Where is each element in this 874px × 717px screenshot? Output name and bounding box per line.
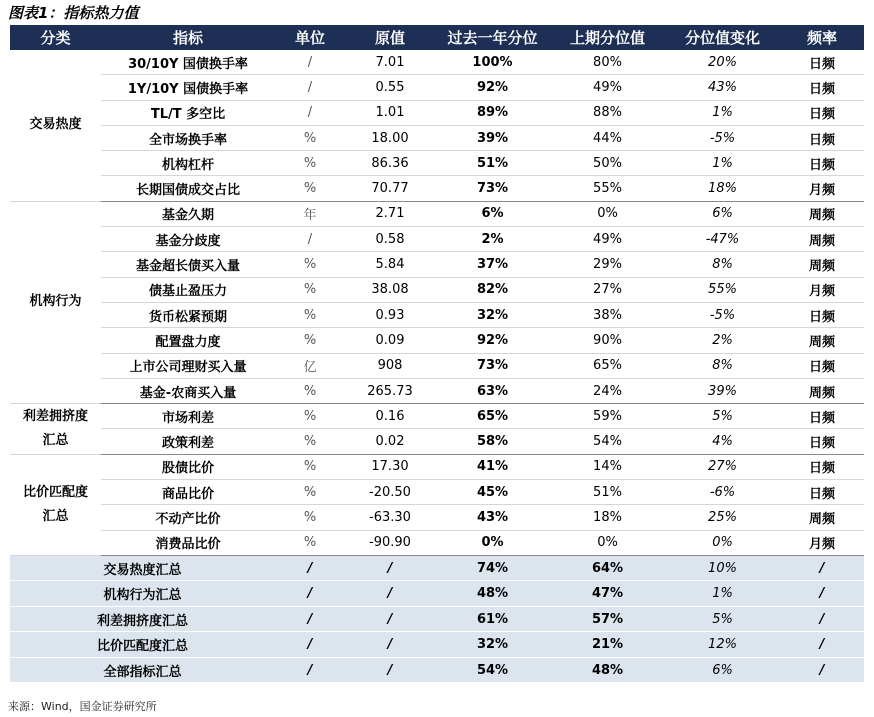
percentile-1y: 58%: [435, 429, 550, 454]
summary-value: /: [345, 606, 435, 632]
unit-cell: 年: [275, 201, 345, 226]
raw-value: 0.16: [345, 404, 435, 429]
indicator-name: TL/T 多空比: [101, 100, 275, 125]
frequency-cell: 周频: [780, 328, 864, 353]
summary-percentile-change: 1%: [665, 581, 780, 607]
summary-percentile-1y: 61%: [435, 606, 550, 632]
prev-percentile: 80%: [550, 50, 665, 75]
summary-row: [10, 657, 864, 683]
prev-percentile: 24%: [550, 378, 665, 403]
indicator-name: 全市场换手率: [101, 125, 275, 150]
percentile-1y: 73%: [435, 353, 550, 378]
header-percentile-change: 分位值变化: [665, 25, 780, 50]
summary-row: [10, 555, 864, 581]
category-cell: [10, 201, 101, 403]
percentile-change: -6%: [665, 480, 780, 505]
percentile-change: 1%: [665, 100, 780, 125]
raw-value: 7.01: [345, 50, 435, 75]
prev-percentile: 50%: [550, 151, 665, 176]
summary-frequency: /: [780, 555, 864, 581]
indicator-name: 股债比价: [101, 454, 275, 479]
raw-value: 0.58: [345, 227, 435, 252]
summary-row: [10, 606, 864, 632]
indicator-name: 上市公司理财买入量: [101, 353, 275, 378]
percentile-1y: 41%: [435, 454, 550, 479]
indicator-name: 长期国债成交占比: [101, 176, 275, 201]
raw-value: 5.84: [345, 252, 435, 277]
summary-label: 全部指标汇总: [10, 657, 275, 683]
frequency-cell: 日频: [780, 50, 864, 75]
table-row: [10, 328, 864, 353]
percentile-1y: 39%: [435, 125, 550, 150]
percentile-change: -5%: [665, 302, 780, 327]
percentile-change: 55%: [665, 277, 780, 302]
unit-cell: %: [275, 404, 345, 429]
summary-unit: /: [275, 657, 345, 683]
prev-percentile: 65%: [550, 353, 665, 378]
unit-cell: /: [275, 75, 345, 100]
summary-unit: /: [275, 606, 345, 632]
raw-value: -20.50: [345, 480, 435, 505]
category-label: 机构行为: [29, 294, 82, 310]
table-row: [10, 454, 864, 479]
prev-percentile: 29%: [550, 252, 665, 277]
percentile-1y: 89%: [435, 100, 550, 125]
summary-label: 利差拥挤度汇总: [10, 606, 275, 632]
raw-value: 265.73: [345, 378, 435, 403]
header-prev-percentile: 上期分位值: [550, 25, 665, 50]
summary-value: /: [345, 632, 435, 658]
percentile-1y: 92%: [435, 75, 550, 100]
percentile-change: 1%: [665, 151, 780, 176]
raw-value: 1.01: [345, 100, 435, 125]
unit-cell: %: [275, 302, 345, 327]
table-row: [10, 227, 864, 252]
prev-percentile: 49%: [550, 227, 665, 252]
table-row: [10, 100, 864, 125]
percentile-1y: 32%: [435, 302, 550, 327]
indicator-name: 基金久期: [101, 201, 275, 226]
unit-cell: %: [275, 429, 345, 454]
frequency-cell: 月频: [780, 277, 864, 302]
prev-percentile: 0%: [550, 530, 665, 555]
prev-percentile: 38%: [550, 302, 665, 327]
percentile-change: 43%: [665, 75, 780, 100]
summary-frequency: /: [780, 581, 864, 607]
percentile-1y: 43%: [435, 505, 550, 530]
frequency-cell: 日频: [780, 125, 864, 150]
raw-value: 70.77: [345, 176, 435, 201]
percentile-1y: 65%: [435, 404, 550, 429]
raw-value: 0.55: [345, 75, 435, 100]
table-row: [10, 176, 864, 201]
frequency-cell: 周频: [780, 252, 864, 277]
unit-cell: %: [275, 505, 345, 530]
percentile-1y: 82%: [435, 277, 550, 302]
indicator-name: 货币松紧预期: [101, 302, 275, 327]
indicator-name: 基金超长债买入量: [101, 252, 275, 277]
indicator-name: 基金分歧度: [101, 227, 275, 252]
percentile-1y: 6%: [435, 201, 550, 226]
indicator-name: 债基止盈压力: [101, 277, 275, 302]
category-label: 汇总: [42, 508, 69, 524]
percentile-1y: 92%: [435, 328, 550, 353]
header-row: [10, 25, 864, 50]
percentile-change: 25%: [665, 505, 780, 530]
heat-table: [10, 25, 864, 683]
table-row: [10, 277, 864, 302]
percentile-change: 0%: [665, 530, 780, 555]
prev-percentile: 18%: [550, 505, 665, 530]
percentile-1y: 63%: [435, 378, 550, 403]
percentile-change: 6%: [665, 201, 780, 226]
unit-cell: %: [275, 252, 345, 277]
indicator-name: 机构杠杆: [101, 151, 275, 176]
category-label: 利差拥挤度: [22, 408, 88, 424]
table-row: [10, 530, 864, 555]
table-row: [10, 505, 864, 530]
summary-label: 机构行为汇总: [10, 581, 275, 607]
frequency-cell: 周频: [780, 201, 864, 226]
header-frequency: 频率: [780, 25, 864, 50]
indicator-name: 基金-农商买入量: [101, 378, 275, 403]
category-label: 比价匹配度: [22, 484, 88, 500]
summary-percentile-1y: 54%: [435, 657, 550, 683]
summary-unit: /: [275, 632, 345, 658]
prev-percentile: 55%: [550, 176, 665, 201]
unit-cell: /: [275, 50, 345, 75]
frequency-cell: 月频: [780, 530, 864, 555]
indicator-name: 市场利差: [101, 404, 275, 429]
frequency-cell: 日频: [780, 480, 864, 505]
unit-cell: %: [275, 176, 345, 201]
raw-value: 86.36: [345, 151, 435, 176]
header-value: 原值: [345, 25, 435, 50]
table-row: [10, 404, 864, 429]
summary-prev-percentile: 64%: [550, 555, 665, 581]
table-row: [10, 201, 864, 226]
category-cell: [10, 404, 101, 455]
summary-value: /: [345, 555, 435, 581]
prev-percentile: 14%: [550, 454, 665, 479]
table-row: [10, 252, 864, 277]
prev-percentile: 54%: [550, 429, 665, 454]
prev-percentile: 0%: [550, 201, 665, 226]
frequency-cell: 日频: [780, 429, 864, 454]
summary-percentile-1y: 32%: [435, 632, 550, 658]
header-unit: 单位: [275, 25, 345, 50]
percentile-change: -47%: [665, 227, 780, 252]
percentile-change: 5%: [665, 404, 780, 429]
summary-row: [10, 632, 864, 658]
summary-percentile-change: 5%: [665, 606, 780, 632]
category-label: 交易热度: [29, 117, 82, 133]
summary-percentile-change: 12%: [665, 632, 780, 658]
percentile-change: 8%: [665, 252, 780, 277]
summary-frequency: /: [780, 606, 864, 632]
table-row: [10, 75, 864, 100]
prev-percentile: 88%: [550, 100, 665, 125]
summary-percentile-1y: 74%: [435, 555, 550, 581]
frequency-cell: 日频: [780, 404, 864, 429]
summary-percentile-1y: 48%: [435, 581, 550, 607]
summary-prev-percentile: 48%: [550, 657, 665, 683]
frequency-cell: 周频: [780, 227, 864, 252]
frequency-cell: 日频: [780, 151, 864, 176]
unit-cell: %: [275, 378, 345, 403]
table-row: [10, 302, 864, 327]
unit-cell: /: [275, 100, 345, 125]
frequency-cell: 日频: [780, 302, 864, 327]
table-row: [10, 429, 864, 454]
raw-value: 38.08: [345, 277, 435, 302]
unit-cell: %: [275, 277, 345, 302]
table-row: [10, 353, 864, 378]
frequency-cell: 月频: [780, 176, 864, 201]
indicator-name: 政策利差: [101, 429, 275, 454]
summary-prev-percentile: 47%: [550, 581, 665, 607]
percentile-1y: 0%: [435, 530, 550, 555]
unit-cell: %: [275, 328, 345, 353]
percentile-1y: 45%: [435, 480, 550, 505]
unit-cell: %: [275, 125, 345, 150]
percentile-1y: 100%: [435, 50, 550, 75]
table-row: [10, 151, 864, 176]
frequency-cell: 周频: [780, 378, 864, 403]
raw-value: 0.09: [345, 328, 435, 353]
source-note: 来源：Wind，国金证券研究所: [8, 700, 157, 713]
raw-value: 2.71: [345, 201, 435, 226]
frequency-cell: 日频: [780, 100, 864, 125]
unit-cell: /: [275, 227, 345, 252]
prev-percentile: 27%: [550, 277, 665, 302]
percentile-change: 2%: [665, 328, 780, 353]
raw-value: 18.00: [345, 125, 435, 150]
raw-value: 908: [345, 353, 435, 378]
summary-prev-percentile: 21%: [550, 632, 665, 658]
indicator-name: 消费品比价: [101, 530, 275, 555]
frequency-cell: 日频: [780, 353, 864, 378]
percentile-1y: 51%: [435, 151, 550, 176]
summary-label: 交易热度汇总: [10, 555, 275, 581]
percentile-1y: 73%: [435, 176, 550, 201]
table-body: [10, 50, 864, 683]
prev-percentile: 51%: [550, 480, 665, 505]
percentile-change: 8%: [665, 353, 780, 378]
indicator-name: 配置盘力度: [101, 328, 275, 353]
header-indicator: 指标: [101, 25, 275, 50]
prev-percentile: 44%: [550, 125, 665, 150]
unit-cell: 亿: [275, 353, 345, 378]
unit-cell: %: [275, 530, 345, 555]
frequency-cell: 日频: [780, 75, 864, 100]
table-row: [10, 50, 864, 75]
summary-frequency: /: [780, 657, 864, 683]
percentile-change: -5%: [665, 125, 780, 150]
prev-percentile: 59%: [550, 404, 665, 429]
indicator-name: 商品比价: [101, 480, 275, 505]
percentile-change: 27%: [665, 454, 780, 479]
raw-value: 17.30: [345, 454, 435, 479]
indicator-name: 30/10Y 国债换手率: [101, 50, 275, 75]
summary-unit: /: [275, 555, 345, 581]
indicator-name: 1Y/10Y 国债换手率: [101, 75, 275, 100]
prev-percentile: 90%: [550, 328, 665, 353]
summary-percentile-change: 6%: [665, 657, 780, 683]
raw-value: -90.90: [345, 530, 435, 555]
figure-title: 图表1：指标热力值: [8, 4, 139, 22]
unit-cell: %: [275, 480, 345, 505]
frequency-cell: 周频: [780, 505, 864, 530]
raw-value: 0.02: [345, 429, 435, 454]
prev-percentile: 49%: [550, 75, 665, 100]
summary-row: [10, 581, 864, 607]
percentile-change: 4%: [665, 429, 780, 454]
category-cell: [10, 50, 101, 201]
indicator-name: 不动产比价: [101, 505, 275, 530]
percentile-change: 39%: [665, 378, 780, 403]
summary-unit: /: [275, 581, 345, 607]
summary-label: 比价匹配度汇总: [10, 632, 275, 658]
percentile-change: 18%: [665, 176, 780, 201]
summary-value: /: [345, 657, 435, 683]
percentile-1y: 37%: [435, 252, 550, 277]
summary-value: /: [345, 581, 435, 607]
summary-prev-percentile: 57%: [550, 606, 665, 632]
unit-cell: %: [275, 151, 345, 176]
category-cell: [10, 454, 101, 555]
percentile-1y: 2%: [435, 227, 550, 252]
header-percentile-1y: 过去一年分位: [435, 25, 550, 50]
summary-frequency: /: [780, 632, 864, 658]
frequency-cell: 日频: [780, 454, 864, 479]
table-row: [10, 378, 864, 403]
unit-cell: %: [275, 454, 345, 479]
summary-percentile-change: 10%: [665, 555, 780, 581]
raw-value: -63.30: [345, 505, 435, 530]
table-row: [10, 480, 864, 505]
table-row: [10, 125, 864, 150]
percentile-change: 20%: [665, 50, 780, 75]
header-category: 分类: [10, 25, 101, 50]
category-label: 汇总: [42, 432, 69, 448]
raw-value: 0.93: [345, 302, 435, 327]
